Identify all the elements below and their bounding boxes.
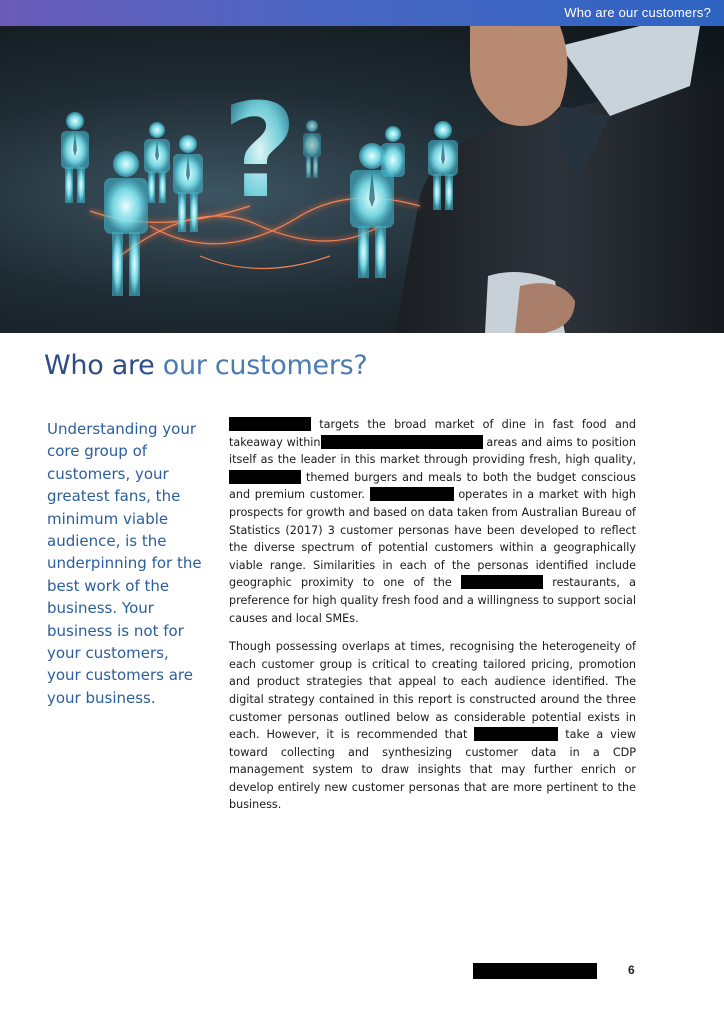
p1-text-1: targets the broad market of dine in fast food and takeaway within [229, 418, 636, 449]
redacted-block [461, 575, 543, 589]
header-title: Who are our customers? [564, 5, 711, 20]
redacted-block [370, 487, 454, 501]
redacted-block [229, 417, 311, 431]
question-mark-icon [222, 75, 297, 227]
page-number: 6 [628, 963, 635, 977]
redacted-block [321, 435, 483, 449]
p1-text-4: operates in a market with high prospects for growth and based on data taken from Australian Bureau of Statistics (2017) 3 customer personas have been developed to reflect the diverse spectrum of potential customers within a geographically viable range. Similarities in each of the personas identified include geographic proximity to one of the [229, 488, 636, 590]
svg-text:?: ? [222, 75, 298, 227]
page-title-part1: Who are [44, 350, 163, 381]
footer-redacted-block [473, 963, 597, 979]
paragraph-2 [229, 638, 636, 814]
pull-quote: Understanding your core group of customers, your greatest fans, the minimum viable audience, is the underpinning for the best work of the business. Your business is not for your customers, your customers are your business. [47, 420, 202, 707]
page-title-part2: our customers? [162, 350, 368, 381]
p2-text-2: take a view toward collecting and synthesizing customer data in a CDP management system to draw insights that may further enrich or develop entirely new customer personas that are more pertinent to the business. [229, 728, 636, 812]
paragraph-1 [229, 416, 636, 627]
p1-text-2: areas and aims to position itself as the leader in this market through providing fresh, high quality, [229, 435, 636, 467]
p2-text-1: Though possessing overlaps at times, recognising the heterogeneity of each customer group is critical to creating tailored pricing, promotion and product strategies that appeal to each audience identified. The digital strategy contained in this report is constructed around the three customer personas outlined below as considerable potential exists in each. However, it is recommended that [229, 640, 636, 742]
body-text [229, 416, 636, 825]
page-title [44, 350, 367, 381]
p1-text-3: themed burgers and meals to both the budget conscious and premium customer. [229, 470, 637, 502]
redacted-block [229, 470, 301, 484]
redacted-block [474, 727, 558, 741]
p1-text-5: restaurants, a preference for high quality fresh food and a willingness to support social causes and local SMEs. [229, 576, 636, 625]
header-bar [0, 0, 724, 26]
hero-illustration [0, 26, 724, 333]
hero-image [0, 26, 724, 333]
